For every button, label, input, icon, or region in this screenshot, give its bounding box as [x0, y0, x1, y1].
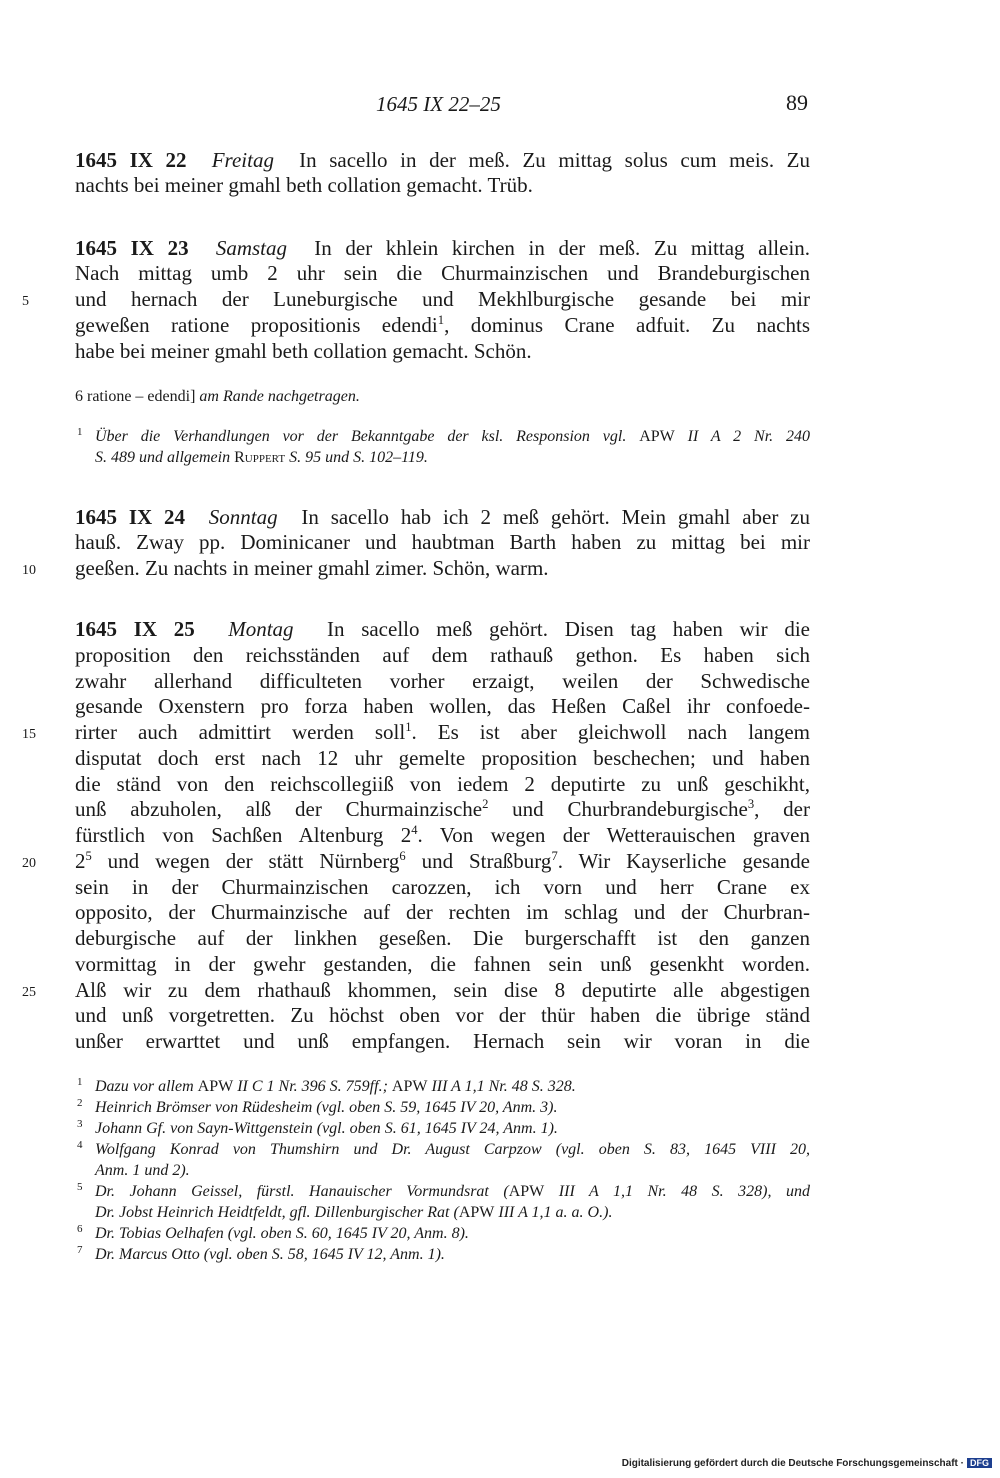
footnote-text: III A 1,1 Nr. 48 S. 328.	[431, 1078, 576, 1095]
entry-text: unß abzuholen, alß der Churmainzische	[75, 797, 483, 821]
footnote-mark: 6	[77, 1223, 83, 1235]
footnote-mark: 1	[77, 426, 83, 438]
entry-23-line-2: Nach mittag umb 2 uhr sein die Churmainzischen und Brandeburgischen	[75, 261, 810, 285]
line-number: 15	[22, 727, 36, 742]
entry-text: . Von wegen der Wetterauischen graven	[417, 823, 810, 847]
footnote-text: II A 2 Nr. 240	[687, 428, 811, 445]
footnote-abbrev: APW	[639, 428, 675, 445]
footnote-text: III A 1,1 a. a. O.).	[498, 1204, 613, 1221]
entry-text: und Straßburg	[405, 849, 552, 873]
footnote-mark: 3	[77, 1118, 83, 1130]
entry-25-line-13: deburgische auf der linkhen geseßen. Die burgerschafft ist den ganzen	[75, 926, 810, 950]
footnote-2: Heinrich Brömser von Rüdesheim (vgl. oben S. 59, 1645 IV 20, Anm. 3).	[95, 1099, 558, 1116]
entry-25-line-10	[75, 849, 810, 874]
entry-22-line-2: nachts bei meiner gmahl beth collation gemacht. Trüb.	[75, 173, 533, 197]
entry-25-line-17: unßer erwarttet und unß empfangen. Hernach sein wir voran in die	[75, 1029, 810, 1053]
entry-23-line-5: habe bei meiner gmahl beth collation gemacht. Schön.	[75, 339, 532, 363]
footnote-ref: 1	[405, 720, 412, 734]
entry-text: fürstlich von Sachßen Altenburg 2	[75, 823, 412, 847]
entry-23-line-3: und hernach der Luneburgische und Mekhlburgische gesande bei mir	[75, 287, 810, 311]
entry-footnote-line-2	[95, 447, 810, 468]
footnote-abbrev: APW	[197, 1078, 234, 1095]
entry-text: . Wir Kayserliche gesande	[557, 849, 810, 873]
entry-text: , der	[754, 797, 810, 821]
entry-25-line-9	[75, 823, 810, 848]
entry-25-line-6: disputat doch erst nach 12 uhr gemelte proposition beschechen; und haben	[75, 746, 810, 770]
entry-text: In der khlein kirchen in der meß. Zu mittag allein.	[314, 236, 811, 260]
entry-25-line-11: sein in der Churmainzischen carozzen, ich vorn und herr Crane ex	[75, 875, 810, 899]
line-number: 5	[22, 294, 29, 309]
entry-text: In sacello hab ich 2 meß gehört. Mein gmahl aber zu	[301, 505, 811, 529]
entry-weekday: Samstag	[215, 236, 288, 260]
running-head: 1645 IX 22–25	[376, 92, 501, 116]
footnote-6: Dr. Tobias Oelhafen (vgl. oben S. 60, 1645 IV 20, Anm. 8).	[95, 1225, 469, 1242]
entry-text: In sacello meß gehört. Disen tag haben wir die	[326, 617, 811, 641]
footnote-1	[95, 1076, 810, 1097]
footnote-7: Dr. Marcus Otto (vgl. oben S. 58, 1645 IV 12, Anm. 1).	[95, 1246, 445, 1263]
footnote-4-line-2: Anm. 1 und 2).	[95, 1162, 190, 1179]
footnote-ref: 5	[85, 849, 92, 863]
entry-24-line-3: geeßen. Zu nachts in meiner gmahl zimer. Schön, warm.	[75, 556, 549, 580]
credit-text: Digitalisierung gefördert durch die Deutsche Forschungsgemeinschaft ·	[621, 1458, 964, 1469]
footnote-ref: 1	[437, 313, 445, 327]
footnote-ref: 3	[747, 797, 755, 811]
note-lemma: 6 ratione – edendi]	[75, 388, 196, 405]
entry-25-line-8	[75, 797, 810, 822]
entry-25-line-14: vormittag in der gwehr gestanden, die fahnen sein unß gesenkht worden.	[75, 952, 810, 976]
entry-text: 2	[75, 849, 86, 873]
footnote-text: III A 1,1 Nr. 48 S. 328), und	[558, 1183, 810, 1200]
footnote-mark: 4	[77, 1139, 83, 1151]
entry-text: rirter auch admittirt werden soll	[75, 720, 406, 744]
entry-24-line-1	[75, 505, 810, 530]
line-number: 20	[22, 856, 36, 871]
footnote-mark: 7	[77, 1244, 83, 1256]
note-text: am Rande nachgetragen.	[199, 388, 360, 405]
dfg-logo: DFG	[967, 1458, 992, 1468]
footnote-ref: 6	[399, 849, 406, 863]
footnote-mark: 5	[77, 1181, 83, 1193]
footnote-abbrev: APW	[458, 1204, 495, 1221]
entry-date: 1645 IX 24	[75, 505, 186, 529]
footnote-author: Ruppert	[234, 449, 286, 466]
footnote-text: Dazu vor allem	[95, 1078, 194, 1095]
entry-text: In sacello in der meß. Zu mittag solus cum meis. Zu	[299, 148, 811, 172]
entry-weekday: Montag	[228, 617, 294, 641]
footnote-text: Über die Verhandlungen vor der Bekanntgabe der ksl. Responsion vgl.	[95, 428, 627, 445]
entry-25-line-15: Alß wir zu dem rhathauß khommen, sein dise 8 deputirte alle abgestigen	[75, 978, 810, 1002]
entry-25-line-16: und unß vorgetretten. Zu höchst oben vor der thür haben die übrige ständ	[75, 1003, 810, 1027]
entry-date: 1645 IX 25	[75, 617, 195, 641]
footnote-text: S. 489 und allgemein	[95, 449, 231, 466]
entry-23-line-1	[75, 236, 810, 261]
entry-25-line-7: die ständ von den reichscollegiiß von iedem 2 deputirte zu unß geschikht,	[75, 772, 810, 796]
entry-25-line-3: zwahr allerhand difficulteten vorher erzaigt, weilen der Schwedische	[75, 669, 810, 693]
textual-note	[75, 386, 810, 407]
line-number: 25	[22, 985, 36, 1000]
entry-25-line-1	[75, 617, 810, 642]
entry-25-line-5	[75, 720, 810, 745]
entry-text: geweßen ratione propositionis edendi	[75, 313, 438, 337]
footnote-5-line-1	[95, 1181, 810, 1202]
digitization-credit	[622, 1458, 992, 1469]
entry-23-line-4	[75, 313, 810, 338]
footnote-4-line-1: Wolfgang Konrad von Thumshirn und Dr. August Carpzow (vgl. oben S. 83, 1645 VIII 20,	[95, 1141, 810, 1158]
footnote-text: Dr. Johann Geissel, fürstl. Hanauischer Vormundsrat (	[95, 1183, 509, 1200]
entry-text: und wegen der stätt Nürnberg	[91, 849, 400, 873]
footnote-ref: 4	[411, 823, 418, 837]
entry-date: 1645 IX 22	[75, 148, 187, 172]
footnote-mark: 1	[77, 1076, 83, 1088]
entry-footnote-line-1	[95, 426, 810, 447]
entry-25-line-2: proposition den reichsständen auf dem rathauß gethon. Es haben sich	[75, 643, 810, 667]
entry-text: . Es ist aber gleichwoll nach langem	[411, 720, 811, 744]
entry-weekday: Sonntag	[208, 505, 278, 529]
entry-25-line-12: opposito, der Churmainzische auf der rechten im schlag und der Churbran-	[75, 900, 810, 924]
page-number: 89	[786, 90, 808, 115]
entry-25-line-4: gesande Oxenstern pro forza haben wollen, das Heßen Caßel ihr confoede-	[75, 694, 810, 718]
footnote-text: Dr. Jobst Heinrich Heidtfeldt, gfl. Dillenburgischer Rat (	[95, 1204, 459, 1221]
footnote-abbrev: APW	[508, 1183, 545, 1200]
footnote-3: Johann Gf. von Sayn-Wittgenstein (vgl. oben S. 61, 1645 IV 24, Anm. 1).	[95, 1120, 558, 1137]
footnote-5-line-2	[95, 1202, 810, 1223]
line-number: 10	[22, 563, 36, 578]
footnote-ref: 7	[551, 849, 558, 863]
entry-22-line-1	[75, 148, 810, 173]
footnote-text: II C 1 Nr. 396 S. 759ff.;	[237, 1078, 388, 1095]
entry-weekday: Freitag	[211, 148, 274, 172]
page-header	[0, 90, 1000, 120]
entry-24-line-2: hauß. Zway pp. Dominicaner und haubtman Barth haben zu mittag bei mir	[75, 530, 810, 554]
footnote-text: S. 95 und S. 102–119.	[289, 449, 428, 466]
footnote-abbrev: APW	[391, 1078, 428, 1095]
footnote-ref: 2	[482, 797, 489, 811]
entry-text: , dominus Crane adfuit. Zu nachts	[444, 313, 810, 337]
entry-date: 1645 IX 23	[75, 236, 189, 260]
footnote-mark: 2	[77, 1097, 83, 1109]
entry-text: und Churbrandeburgische	[488, 797, 748, 821]
